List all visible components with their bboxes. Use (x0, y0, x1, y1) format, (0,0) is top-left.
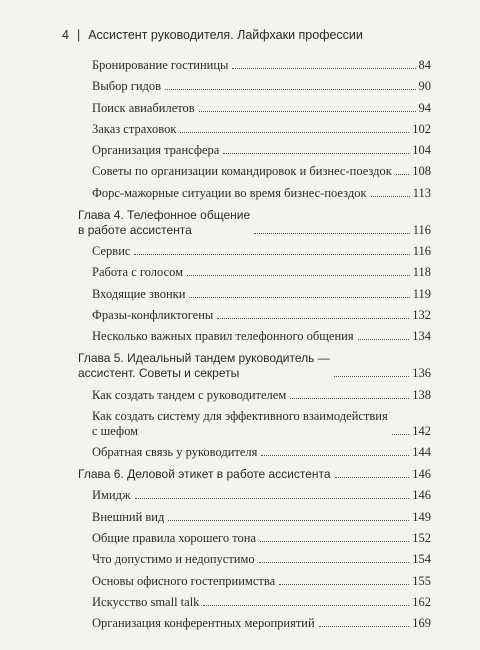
page-number: 4 (62, 28, 69, 42)
toc-entry: Советы по организации командировок и бизнес-поездок 108 (92, 164, 431, 179)
toc-entry: Несколько важных правил телефонного общения 134 (92, 329, 431, 344)
toc-entry: Обратная связь у руководителя 144 (92, 445, 431, 460)
toc-entry: Входящие звонки 119 (92, 286, 431, 301)
running-header (62, 28, 363, 42)
toc-entry: Имидж 146 (92, 488, 431, 503)
toc-entry: Основы офисного гостеприимства 155 (92, 573, 431, 588)
toc-entry: Что допустимо и недопустимо 154 (92, 552, 431, 567)
toc-entry: Как создать систему для эффективного взаимодействия с шефом 142 (92, 408, 431, 438)
toc-chapter-5: Глава 5. Идеальный тандем руководитель — ассистент. Советы и секреты 136 (78, 351, 431, 381)
toc-chapter-6: Глава 6. Деловой этикет в работе ассистента 146 (78, 467, 431, 482)
header-separator: | (76, 28, 81, 42)
toc-entry: Поиск авиабилетов 94 (92, 100, 431, 115)
toc-entry: Как создать тандем с руководителем 138 (92, 387, 431, 402)
book-title: Ассистент руководителя. Лайфхаки профессии (88, 28, 363, 42)
toc-entry: Работа с голосом 118 (92, 265, 431, 280)
table-of-contents (78, 58, 431, 638)
toc-entry: Форс-мажорные ситуации во время бизнес-поездок 113 (92, 185, 431, 200)
toc-entry: Искусство small talk 162 (92, 594, 431, 609)
toc-entry: Внешний вид 149 (92, 509, 431, 524)
toc-entry: Фразы-конфликтогены 132 (92, 307, 431, 322)
toc-entry: Организация конферентных мероприятий 169 (92, 616, 431, 631)
toc-entry: Организация трансфера 104 (92, 143, 431, 158)
toc-chapter-4: Глава 4. Телефонное общение в работе ассистента 116 (78, 207, 431, 237)
toc-entry: Сервис 116 (92, 244, 431, 259)
toc-entry: Заказ страховок 102 (92, 121, 431, 136)
toc-entry: Выбор гидов 90 (92, 79, 431, 94)
toc-entry: Общие правила хорошего тона 152 (92, 531, 431, 546)
toc-entry: Бронирование гостиницы 84 (92, 58, 431, 72)
